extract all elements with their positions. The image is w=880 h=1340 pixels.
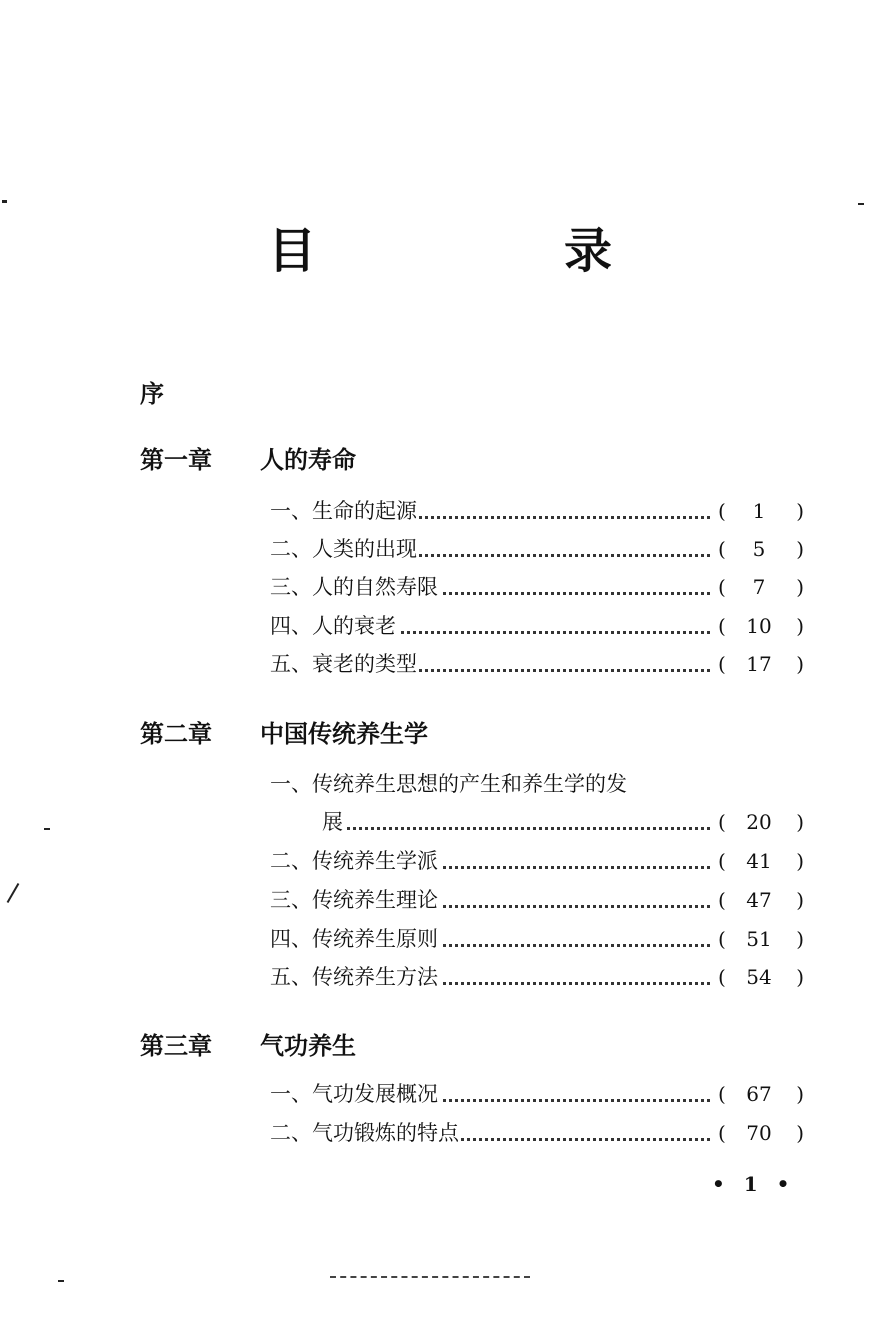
paren-open: (: [718, 849, 726, 873]
page-number: 51: [746, 927, 772, 951]
paren-close: ): [796, 499, 804, 523]
chapter-number: 第二章: [140, 720, 212, 748]
toc-entry[interactable]: [270, 649, 810, 679]
entry-title: 四、人的衰老: [270, 611, 398, 641]
entry-title: 三、传统养生理论: [270, 885, 440, 915]
paren-open: (: [718, 499, 726, 523]
paren-open: (: [718, 927, 726, 951]
entry-title: 展: [322, 807, 345, 837]
chapter-number: 第一章: [140, 446, 212, 474]
paren-close: ): [796, 537, 804, 561]
chapter-name: 气功养生: [260, 1032, 356, 1060]
entry-title: 二、人类的出现: [270, 534, 419, 564]
paren-close: ): [796, 614, 804, 638]
paren-open: (: [718, 888, 726, 912]
toc-entry[interactable]: [322, 807, 810, 837]
scan-bottom-rule: [330, 1276, 530, 1278]
paren-close: ): [796, 1121, 804, 1145]
scan-speck: [58, 1280, 64, 1282]
entry-title: 二、气功锻炼的特点: [270, 1118, 461, 1148]
page-number: 67: [746, 1082, 772, 1106]
toc-entry[interactable]: [270, 534, 810, 564]
toc-entry[interactable]: [270, 846, 810, 876]
page-number: 10: [746, 614, 772, 638]
scan-speck: [858, 203, 864, 205]
paren-open: (: [718, 1082, 726, 1106]
paren-open: (: [718, 537, 726, 561]
paren-close: ): [796, 652, 804, 676]
chapter-heading[interactable]: [140, 440, 356, 475]
chapter-name: 人的寿命: [260, 446, 356, 474]
entry-title: 五、传统养生方法: [270, 962, 440, 992]
dot-leader: [322, 827, 710, 830]
toc-entry[interactable]: [270, 885, 810, 915]
paren-close: ): [796, 810, 804, 834]
page-number: 17: [746, 652, 772, 676]
page-number: 41: [746, 849, 772, 873]
chapter-heading[interactable]: [140, 1026, 356, 1061]
entry-title: 五、衰老的类型: [270, 649, 419, 679]
entry-title: 三、人的自然寿限: [270, 572, 440, 602]
page-folio: • 1 •: [712, 1172, 796, 1196]
page-number: 7: [752, 575, 766, 599]
toc-entry[interactable]: [270, 572, 810, 602]
paren-close: ): [796, 1082, 804, 1106]
paren-open: (: [718, 810, 726, 834]
page-number: 47: [746, 888, 772, 912]
chapter-heading[interactable]: [140, 714, 428, 749]
entry-title: 二、传统养生学派: [270, 846, 440, 876]
chapter-name: 中国传统养生学: [260, 720, 428, 748]
toc-entry[interactable]: [270, 1118, 810, 1148]
paren-open: (: [718, 1121, 726, 1145]
paren-close: ): [796, 965, 804, 989]
toc-entry[interactable]: [270, 496, 810, 526]
paren-close: ): [796, 888, 804, 912]
toc-entry[interactable]: [270, 1079, 810, 1109]
page-title: 目 录: [267, 223, 712, 279]
paren-open: (: [718, 965, 726, 989]
paren-open: (: [718, 614, 726, 638]
paren-open: (: [718, 575, 726, 599]
page-number: 1: [752, 499, 766, 523]
toc-entry[interactable]: [270, 611, 810, 641]
paren-close: ): [796, 927, 804, 951]
scan-speck: [2, 200, 7, 203]
scan-speck: [44, 828, 50, 830]
page-number: 54: [746, 965, 772, 989]
entry-title: 四、传统养生原则: [270, 924, 440, 954]
preface-heading[interactable]: 序: [140, 380, 164, 408]
page-number: 70: [746, 1121, 772, 1145]
paren-close: ): [796, 575, 804, 599]
paren-close: ): [796, 849, 804, 873]
scan-speck: [7, 883, 20, 903]
page-number: 5: [752, 537, 766, 561]
paren-open: (: [718, 652, 726, 676]
chapter-number: 第三章: [140, 1032, 212, 1060]
toc-entry[interactable]: [270, 924, 810, 954]
entry-title-line1[interactable]: 一、传统养生思想的产生和养生学的发: [270, 772, 627, 796]
entry-title: 一、气功发展概况: [270, 1079, 440, 1109]
toc-entry[interactable]: [270, 962, 810, 992]
entry-title: 一、生命的起源: [270, 496, 419, 526]
page-number: 20: [746, 810, 772, 834]
